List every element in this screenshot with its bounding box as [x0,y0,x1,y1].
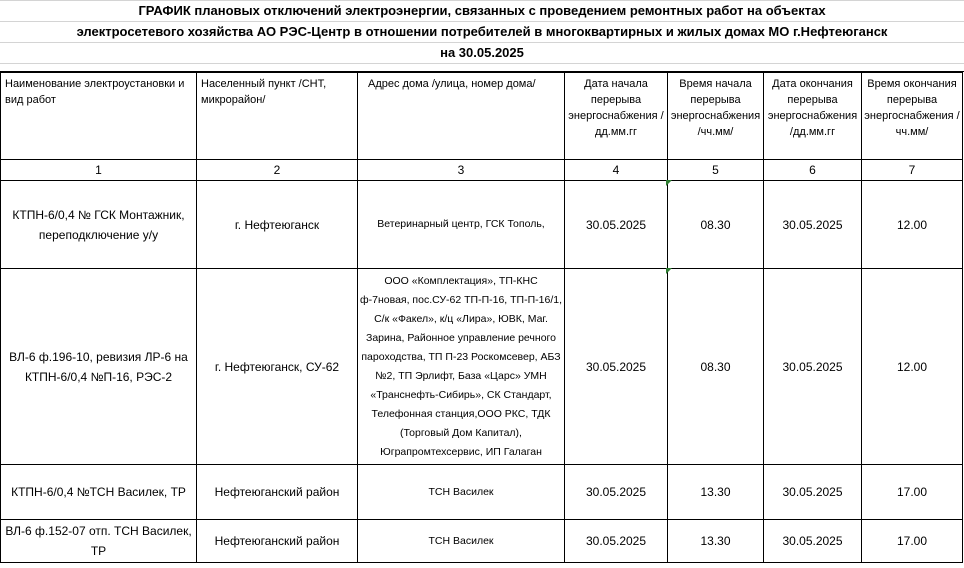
start-time-cell[interactable]: 08.30 [668,181,764,269]
header-row [1,73,963,160]
spacer-row [0,63,964,72]
end-date-cell[interactable]: 30.05.2025 [764,465,862,520]
table-row [1,269,963,465]
cell-comment-indicator [666,268,672,274]
start-date-cell[interactable]: 30.05.2025 [565,465,668,520]
start-date-cell[interactable]: 30.05.2025 [565,269,668,465]
column-number-cell[interactable]: 3 [358,160,565,181]
end-date-cell[interactable]: 30.05.2025 [764,269,862,465]
title-line-3: на 30.05.2025 [0,42,964,63]
header-cell[interactable]: Дата начала перерыва энергоснабжения /дд.мм.гг [565,73,668,160]
end-time-cell[interactable]: 17.00 [862,465,963,520]
header-cell[interactable]: Дата окончания перерыва энергоснабжения /дд.мм.гг [764,73,862,160]
outage-schedule-table [0,72,963,563]
end-time-cell[interactable]: 12.00 [862,269,963,465]
installation-cell[interactable]: ВЛ-6 ф.152-07 отп. ТСН Василек, ТР [1,520,197,563]
table-row [1,465,963,520]
end-time-cell[interactable]: 17.00 [862,520,963,563]
table-row [1,181,963,269]
column-number-cell[interactable]: 2 [197,160,358,181]
locality-cell[interactable]: Нефтеюганский район [197,465,358,520]
title-line-2: электросетевого хозяйства АО РЭС-Центр в отношении потребителей в многоквартирных и жилых домах МО г.Нефтеюганск [0,21,964,42]
installation-cell[interactable]: КТПН-6/0,4 №ТСН Василек, ТР [1,465,197,520]
address-cell[interactable]: Ветеринарный центр, ГСК Тополь, [358,181,565,269]
start-date-cell[interactable]: 30.05.2025 [565,520,668,563]
header-cell[interactable]: Адрес дома /улица, номер дома/ [358,73,565,160]
address-cell[interactable]: ООО «Комплектация», ТП-КНС ф-7новая, пос.СУ-62 ТП-П-16, ТП-П-16/1, С/к «Факел», к/ц «Лира», ЮВК, Маг. Зарина, Районное управление речного пароходства, ТП П-23 Роскомсевер, АБЗ №2, ТП Эрлифт, База «Царс» УМН «Транснефть-Сибирь», СК Стандарт, Телефонная станция,ООО РКС, ТДК (Торговый Дом Капитал), Юграпромтехсервис, ИП Галаган [358,269,565,465]
title-line-1: ГРАФИК плановых отключений электроэнергии, связанных с проведением ремонтных работ на объектах [0,0,964,21]
header-cell[interactable]: Время начала перерыва энергоснабжения /чч.мм/ [668,73,764,160]
end-date-cell[interactable]: 30.05.2025 [764,181,862,269]
address-cell[interactable]: ТСН Василек [358,520,565,563]
address-cell[interactable]: ТСН Василек [358,465,565,520]
column-number-cell[interactable]: 1 [1,160,197,181]
installation-cell[interactable]: КТПН-6/0,4 № ГСК Монтажник, переподключение у/у [1,181,197,269]
start-time-cell[interactable]: 08.30 [668,269,764,465]
cell-comment-indicator [666,180,672,186]
start-time-cell[interactable]: 13.30 [668,465,764,520]
installation-cell[interactable]: ВЛ-6 ф.196-10, ревизия ЛР-6 на КТПН-6/0,4 №П-16, РЭС-2 [1,269,197,465]
end-time-cell[interactable]: 12.00 [862,181,963,269]
end-date-cell[interactable]: 30.05.2025 [764,520,862,563]
header-cell[interactable]: Наименование электроустановки и вид работ [1,73,197,160]
locality-cell[interactable]: г. Нефтеюганск, СУ-62 [197,269,358,465]
header-cell[interactable]: Время окончания перерыва энергоснабжения /чч.мм/ [862,73,963,160]
column-number-cell[interactable]: 5 [668,160,764,181]
column-number-cell[interactable]: 4 [565,160,668,181]
start-date-cell[interactable]: 30.05.2025 [565,181,668,269]
table-row [1,520,963,563]
schedule-title [0,0,964,63]
locality-cell[interactable]: г. Нефтеюганск [197,181,358,269]
column-number-cell[interactable]: 7 [862,160,963,181]
header-cell[interactable]: Населенный пункт /СНТ, микрорайон/ [197,73,358,160]
locality-cell[interactable]: Нефтеюганский район [197,520,358,563]
start-time-cell[interactable]: 13.30 [668,520,764,563]
column-number-cell[interactable]: 6 [764,160,862,181]
column-number-row [1,160,963,181]
